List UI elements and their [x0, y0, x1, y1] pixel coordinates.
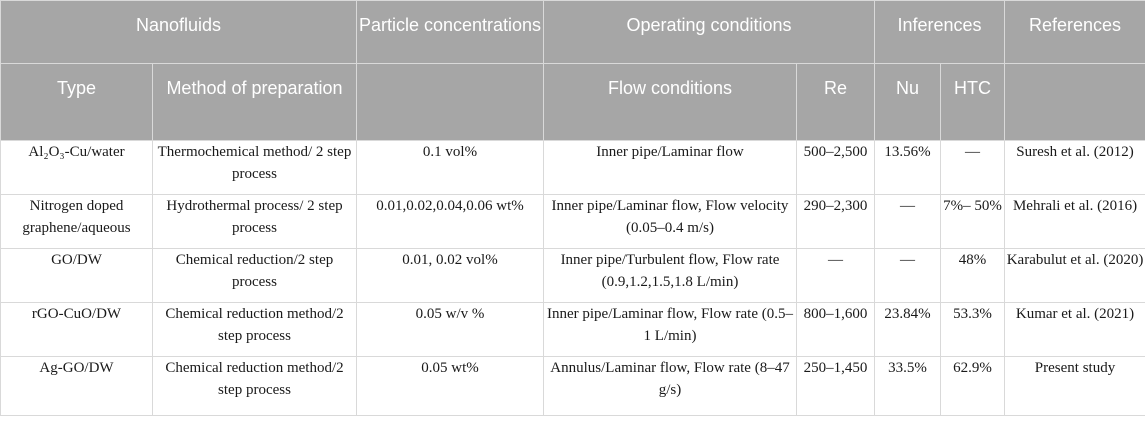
- header-htc: HTC: [941, 64, 1005, 141]
- table-row: [1, 357, 1145, 416]
- cell-htc: 53.3%: [941, 303, 1005, 357]
- cell-reference: Mehrali et al. (2016): [1005, 195, 1145, 249]
- cell-htc: 62.9%: [941, 357, 1005, 416]
- cell-nu: 23.84%: [875, 303, 941, 357]
- cell-htc: 7%– 50%: [941, 195, 1005, 249]
- header-particle-concentrations: Particle concentrations: [357, 1, 544, 64]
- header-nu: Nu: [875, 64, 941, 141]
- header-operating-conditions: Operating conditions: [544, 1, 875, 64]
- cell-nu: —: [875, 195, 941, 249]
- table-row: [1, 195, 1145, 249]
- header-empty-concentration: [357, 64, 544, 141]
- cell-concentration: 0.05 wt%: [357, 357, 544, 416]
- header-empty-references: [1005, 64, 1145, 141]
- header-references: References: [1005, 1, 1145, 64]
- header-nanofluids: Nanofluids: [1, 1, 357, 64]
- cell-re: 250–1,450: [797, 357, 875, 416]
- header-method-of-preparation: Method of preparation: [153, 64, 357, 141]
- cell-concentration: 0.01, 0.02 vol%: [357, 249, 544, 303]
- cell-reference: Suresh et al. (2012): [1005, 141, 1145, 195]
- cell-method: Thermochemical method/ 2 step process: [153, 141, 357, 195]
- cell-method: Chemical reduction method/2 step process: [153, 357, 357, 416]
- cell-reference: Karabulut et al. (2020): [1005, 249, 1145, 303]
- cell-concentration: 0.1 vol%: [357, 141, 544, 195]
- header-inferences: Inferences: [875, 1, 1005, 64]
- cell-type: GO/DW: [1, 249, 153, 303]
- cell-re: 800–1,600: [797, 303, 875, 357]
- cell-concentration: 0.05 w/v %: [357, 303, 544, 357]
- cell-method: Chemical reduction/2 step process: [153, 249, 357, 303]
- header-re: Re: [797, 64, 875, 141]
- cell-flow-conditions: Annulus/Laminar flow, Flow rate (8–47 g/s): [544, 357, 797, 416]
- cell-re: 290–2,300: [797, 195, 875, 249]
- table-row: [1, 141, 1145, 195]
- cell-type: Ag-GO/DW: [1, 357, 153, 416]
- cell-method: Hydrothermal process/ 2 step process: [153, 195, 357, 249]
- header-row-1: [1, 1, 1145, 64]
- cell-reference: Present study: [1005, 357, 1145, 416]
- cell-re: 500–2,500: [797, 141, 875, 195]
- cell-re: —: [797, 249, 875, 303]
- cell-flow-conditions: Inner pipe/Turbulent flow, Flow rate (0.9,1.2,1.5,1.8 L/min): [544, 249, 797, 303]
- header-type: Type: [1, 64, 153, 141]
- table-row: [1, 303, 1145, 357]
- cell-htc: —: [941, 141, 1005, 195]
- cell-type: rGO-CuO/DW: [1, 303, 153, 357]
- cell-nu: —: [875, 249, 941, 303]
- header-row-2: [1, 64, 1145, 141]
- cell-flow-conditions: Inner pipe/Laminar flow: [544, 141, 797, 195]
- table-row: [1, 249, 1145, 303]
- cell-nu: 13.56%: [875, 141, 941, 195]
- cell-method: Chemical reduction method/2 step process: [153, 303, 357, 357]
- cell-type: Nitrogen doped graphene/aqueous: [1, 195, 153, 249]
- header-flow-conditions: Flow conditions: [544, 64, 797, 141]
- cell-nu: 33.5%: [875, 357, 941, 416]
- cell-reference: Kumar et al. (2021): [1005, 303, 1145, 357]
- cell-flow-conditions: Inner pipe/Laminar flow, Flow rate (0.5–1 L/min): [544, 303, 797, 357]
- cell-type: Al₂O₃-Cu/water: [1, 141, 153, 195]
- cell-flow-conditions: Inner pipe/Laminar flow, Flow velocity (0.05–0.4 m/s): [544, 195, 797, 249]
- cell-concentration: 0.01,0.02,0.04,0.06 wt%: [357, 195, 544, 249]
- cell-htc: 48%: [941, 249, 1005, 303]
